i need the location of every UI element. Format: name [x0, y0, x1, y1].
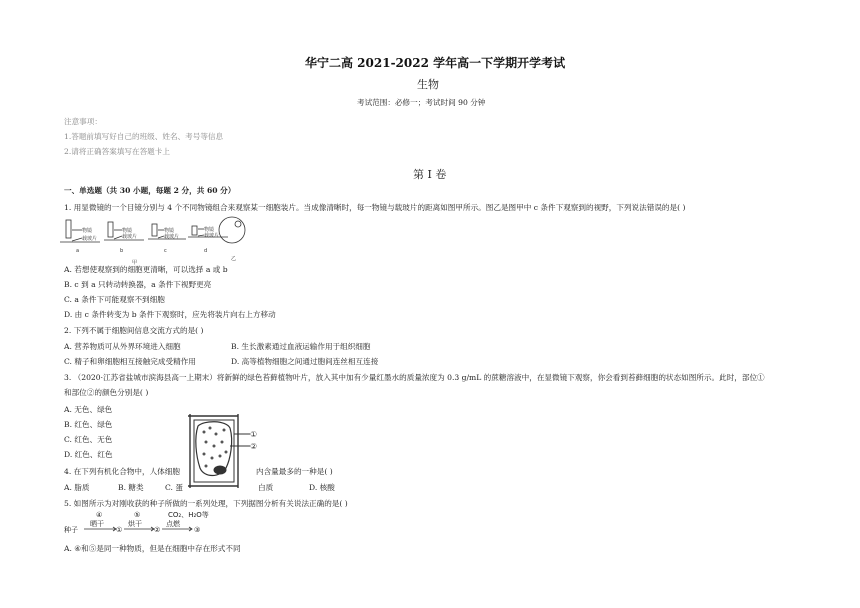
q3-option-b: B. 红色、绿色: [64, 420, 113, 429]
exam-title: 华宁二高 2021-2022 学年高一下学期开学考试: [305, 56, 566, 70]
protoplast: [196, 422, 232, 476]
q5-dry: 晒干: [90, 520, 104, 528]
q4-option-c-tail: 白质: [258, 483, 274, 492]
q4-option-b: B. 糖类: [118, 483, 144, 492]
q3-option-a: A. 无色、绿色: [64, 405, 113, 414]
objective-lens-a: [66, 220, 71, 238]
q1-option-c: C. a 条件下可能观察不到细胞: [64, 295, 165, 304]
q4-stem-left: 4. 在下列有机化合物中，人体细胞: [64, 467, 180, 476]
q3-label-1: ①: [250, 430, 258, 439]
q5-burn: 点燃: [166, 520, 180, 528]
q5-num-5: ⑤: [134, 511, 141, 519]
label-c: c: [164, 248, 167, 254]
q5-products: CO₂、H₂O等: [168, 511, 209, 519]
notes-line-2: 2.请将正确答案填写在答题卡上: [64, 147, 170, 156]
objective-lens-b: [108, 222, 113, 237]
q4-option-a: A. 脂质: [64, 483, 90, 492]
q5-option-a: A. ④和⑤是同一种物质，但是在细胞中存在形式不同: [64, 544, 241, 553]
label-yi: 乙: [231, 256, 237, 262]
q5-num-4: ④: [96, 511, 103, 519]
label-jia: 甲: [132, 260, 138, 266]
q2-option-a: A. 营养物质可从外界环境进入细胞: [64, 342, 181, 351]
q3-stem-line-1: 3. （2020·江苏省盐城市滨海县高一上期末）将新鲜的绿色苔藓植物叶片，放入其中加有少量红墨水的质量浓度为 0.3 g/mL 的蔗糖溶液中，在显微镜下观察，你会看到苔藓细胞的状态如图所示。此时，部位①: [64, 373, 765, 382]
q1-option-d: D. 由 c 条件转变为 b 条件下观察时，应先将装片向右上方移动: [64, 310, 276, 319]
subject-title: 生物: [417, 78, 439, 91]
q4-option-d: D. 核酸: [309, 483, 335, 492]
section-heading: 一、单选题（共 30 小题，每题 2 分，共 60 分）: [64, 186, 236, 195]
q5-num-3: ③: [194, 526, 201, 534]
q2-option-d: D. 高等植物细胞之间通过胞间连丝相互连接: [231, 357, 379, 366]
notes-line-1: 1.答题前填写好自己的班级、姓名、考号等信息: [64, 132, 224, 141]
q5-num-1: ①: [116, 526, 123, 534]
q1-figure: [60, 214, 250, 266]
q3-option-d: D. 红色、红色: [64, 450, 113, 459]
label-d: d: [204, 248, 208, 254]
q5-bake: 烘干: [128, 520, 142, 528]
q1-option-a: A. 若想使观察到的细胞更清晰，可以选择 a 或 b: [64, 265, 228, 274]
q5-num-2: ②: [154, 526, 161, 534]
svg-text:物镜: 物镜: [122, 228, 133, 234]
svg-text:载玻片: 载玻片: [164, 234, 180, 240]
q3-label-2: ②: [250, 442, 258, 451]
q4-stem-right: 内含量最多的一种是( ): [256, 467, 333, 476]
q1-option-b: B. c 到 a 只转动转换器，a 条件下视野更亮: [64, 280, 212, 289]
label-slide: 载玻片: [82, 236, 98, 242]
svg-text:载玻片: 载玻片: [204, 233, 220, 239]
notes-heading: 注意事项：: [64, 117, 102, 126]
view-circle: [219, 217, 245, 243]
objective-lens-d: [192, 226, 197, 235]
objective-lens-c: [152, 224, 157, 236]
q2-stem: 2. 下列不属于细胞间信息交流方式的是( ): [64, 326, 204, 335]
q2-option-b: B. 生长激素通过血液运输作用于组织细胞: [231, 342, 371, 351]
svg-text:物镜: 物镜: [164, 228, 175, 234]
q4-option-c: C. 蛋: [165, 483, 183, 492]
label-b: b: [120, 248, 124, 254]
moss-cell-figure: [186, 412, 262, 492]
q5-stem: 5. 如图所示为对刚收获的种子所做的一系列处理，下列据图分析有关说法正确的是( ): [64, 499, 348, 508]
q5-flow-figure: [64, 510, 254, 538]
svg-text:物镜: 物镜: [204, 227, 215, 233]
exam-scope: 考试范围：必修一；考试时间 90 分钟: [357, 98, 486, 107]
q3-option-c: C. 红色、无色: [64, 435, 113, 444]
q1-stem: 1. 用显微镜的一个目镜分别与 4 个不同物镜组合来观察某一细胞装片。当成像清晰时，每一物镜与载玻片的距离如图甲所示。图乙是图甲中 c 条件下观察到的视野，下列说法错误的是( ): [64, 203, 686, 212]
volume-heading: 第 I 卷: [413, 168, 447, 181]
q2-option-c: C. 精子和卵细胞相互接触完成受精作用: [64, 357, 196, 366]
label-objective: 物镜: [82, 228, 93, 234]
q5-seed: 种子: [64, 526, 78, 534]
q3-stem-line-2: 和部位②的颜色分别是( ): [64, 388, 149, 397]
svg-text:载玻片: 载玻片: [122, 234, 138, 240]
label-a: a: [76, 248, 80, 254]
